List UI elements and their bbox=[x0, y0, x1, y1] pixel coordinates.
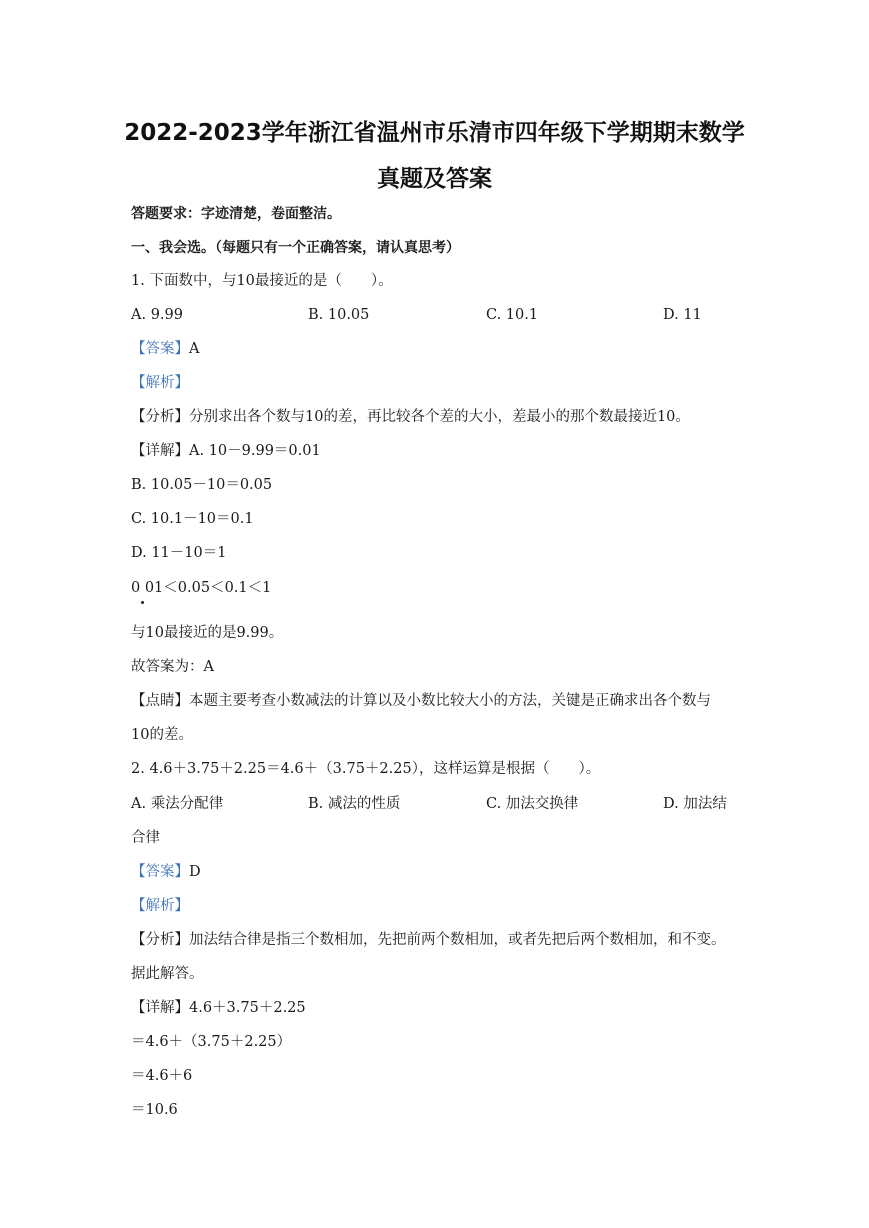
q1-dianjing-text-2: 10的差。 bbox=[131, 727, 193, 743]
q2-step-3: ＝10.6 bbox=[131, 1102, 178, 1118]
q1-option-d: D. 11 bbox=[663, 307, 702, 323]
q1-fenxi-text: 分别求出各个数与10的差，再比较各个差的大小，差最小的那个数最接近10。 bbox=[189, 409, 690, 425]
q1-dianjing-text-1: 本题主要考查小数减法的计算以及小数比较大小的方法，关键是正确求出各个数与 bbox=[189, 693, 711, 709]
q1-stem: 1. 下面数中，与10最接近的是（ ）。 bbox=[131, 273, 393, 289]
q1-option-c: C. 10.1 bbox=[486, 307, 539, 323]
title-line-1: 2022-2023学年浙江省温州市乐清市四年级下学期期末数学 bbox=[124, 120, 745, 146]
q2-xiangjie-first: 4.6＋3.75＋2.25 bbox=[189, 1000, 306, 1016]
q2-xiangjie-tag: 【详解】 bbox=[131, 1000, 189, 1016]
q1-analysis-tag: 【解析】 bbox=[131, 375, 189, 391]
q1-option-b: B. 10.05 bbox=[308, 307, 370, 323]
q2-option-c: C. 加法交换律 bbox=[486, 796, 579, 812]
q2-analysis-tag: 【解析】 bbox=[131, 898, 189, 914]
q2-stem: 2. 4.6＋3.75＋2.25＝4.6＋（3.75＋2.25），这样运算是根据（ ）。 bbox=[131, 761, 601, 777]
q1-step-c: C. 10.1－10＝0.1 bbox=[131, 511, 254, 527]
q2-step-2: ＝4.6＋6 bbox=[131, 1068, 193, 1084]
q1-xiangjie-row bbox=[131, 441, 321, 461]
q1-step-b: B. 10.05－10＝0.05 bbox=[131, 477, 273, 493]
q1-answer-row bbox=[131, 339, 199, 359]
answer-requirements: 答题要求：字迹清楚，卷面整洁。 bbox=[131, 206, 341, 222]
q2-fenxi-row bbox=[131, 930, 726, 950]
q1-comparison: 0 01＜0.05＜0.1＜1 bbox=[131, 580, 272, 596]
q1-dianjing-tag: 【点睛】 bbox=[131, 693, 189, 709]
q1-answer-value: A bbox=[189, 341, 200, 357]
q2-option-d-continued: 合律 bbox=[131, 830, 160, 846]
q1-option-a: A. 9.99 bbox=[131, 307, 183, 323]
q1-fenxi-tag: 【分析】 bbox=[131, 409, 189, 425]
q1-answer-tag: 【答案】 bbox=[131, 341, 189, 357]
q1-dianjing-row bbox=[131, 691, 711, 711]
q2-xiangjie-row bbox=[131, 998, 306, 1018]
q2-answer-tag: 【答案】 bbox=[131, 864, 189, 880]
q2-step-1: ＝4.6＋（3.75＋2.25） bbox=[131, 1034, 292, 1050]
q1-closest: 与10最接近的是9.99。 bbox=[131, 625, 284, 641]
q2-answer-row bbox=[131, 862, 201, 882]
q1-step-d: D. 11－10＝1 bbox=[131, 545, 227, 561]
q1-fenxi-row bbox=[131, 407, 690, 427]
q1-final-answer: 故答案为：A bbox=[131, 659, 214, 675]
q2-option-b: B. 减法的性质 bbox=[308, 796, 401, 812]
q2-fenxi-text-2: 据此解答。 bbox=[131, 966, 204, 982]
decimal-point-mark bbox=[141, 601, 144, 604]
q2-option-a: A. 乘法分配律 bbox=[131, 796, 224, 812]
q2-fenxi-tag: 【分析】 bbox=[131, 932, 189, 948]
q1-step-a: A. 10－9.99＝0.01 bbox=[189, 443, 321, 459]
q2-option-d: D. 加法结 bbox=[663, 796, 727, 812]
q1-xiangjie-tag: 【详解】 bbox=[131, 443, 189, 459]
q2-answer-value: D bbox=[189, 864, 201, 880]
section-1-heading: 一、我会选。（每题只有一个正确答案，请认真思考） bbox=[131, 240, 460, 256]
title-line-2: 真题及答案 bbox=[377, 166, 492, 192]
q2-fenxi-text-1: 加法结合律是指三个数相加，先把前两个数相加，或者先把后两个数相加，和不变。 bbox=[189, 932, 726, 948]
